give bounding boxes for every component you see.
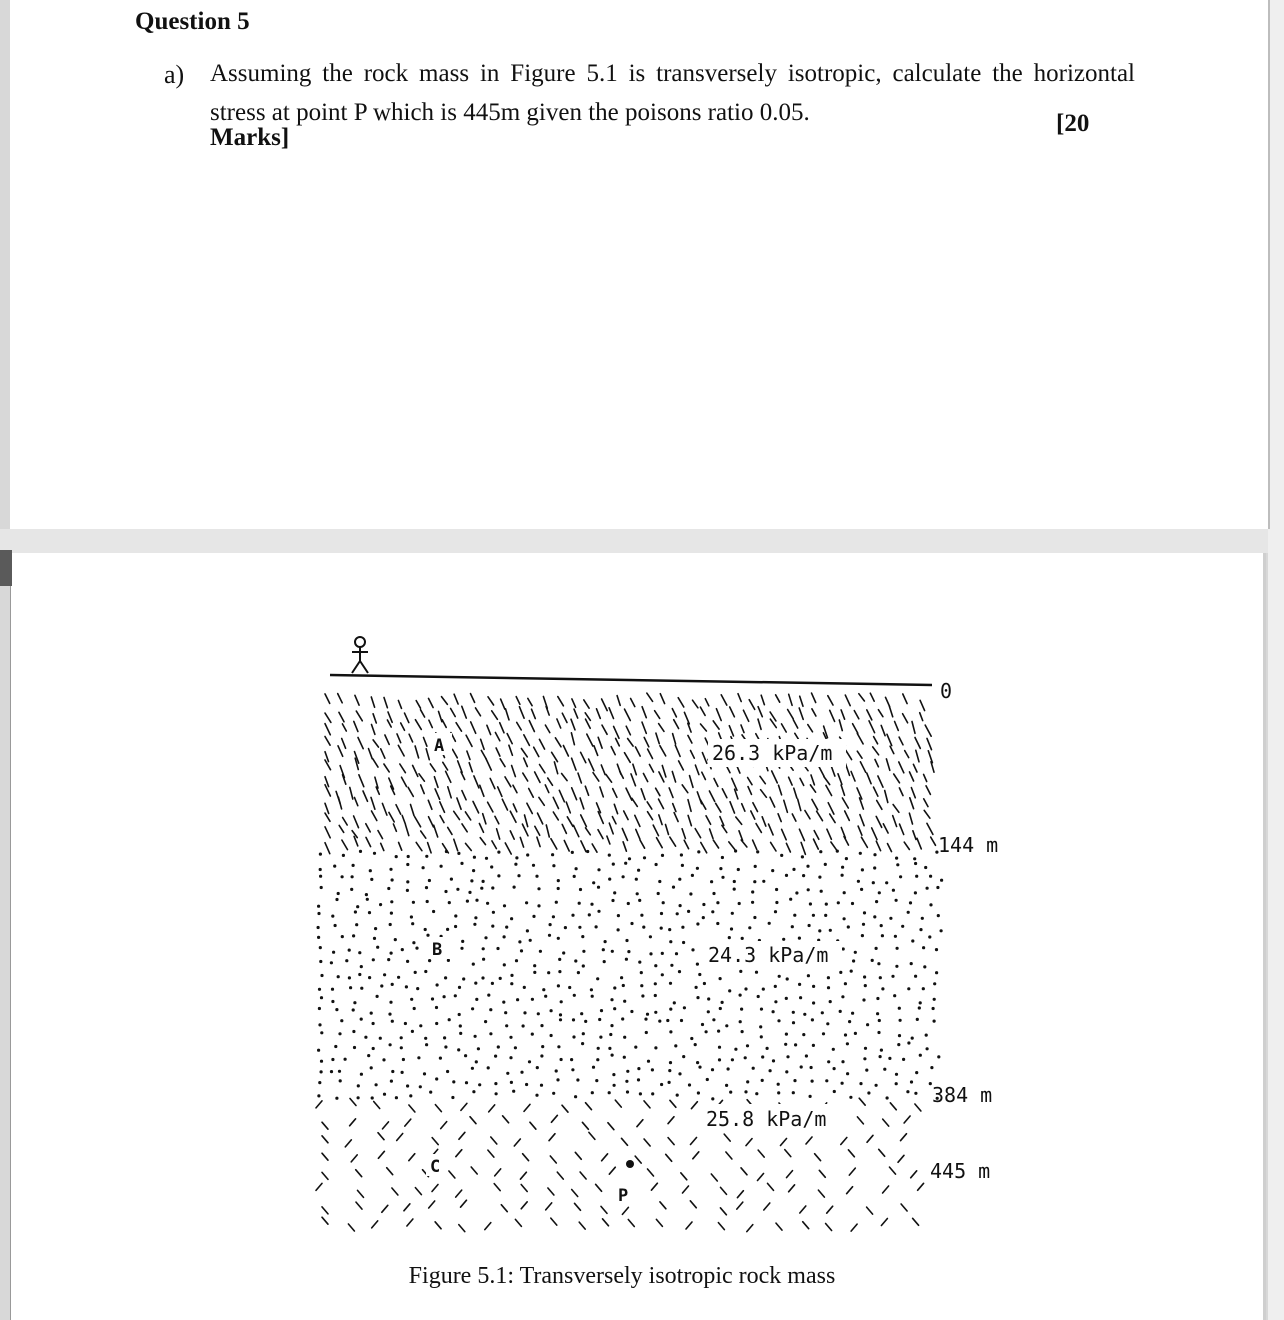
layer-a-unit-weight: 26.3 kPa/m [712,741,833,765]
marks-label-continued: Marks] [210,124,290,151]
part-label: a) [164,60,185,89]
layer-c-unit-weight: 25.8 kPa/m [706,1107,827,1131]
question-text-line-1: Assuming the rock mass in Figure 5.1 is transversely isotropic, calculate the horizontal [210,60,1135,87]
layer-b-unit-weight: 24.3 kPa/m [708,943,829,967]
surface-depth-label: 0 [940,679,953,703]
layer-c-letter: C [430,1157,441,1177]
layer-a-hatch [325,693,936,854]
marks-label: [20 [1056,110,1090,137]
question-title: Question 5 [135,8,250,35]
layer-a-letter: A [434,736,445,756]
question-text-line-2: stress at point P which is 445m given the poisons ratio 0.05. [210,99,810,126]
layer-b-dots [317,849,944,1100]
right-margin-strip [1268,0,1284,1320]
page-gap [0,529,1284,553]
layer-a-bottom-depth: 144 m [938,833,999,857]
figure-caption-text: Figure 5.1: Transversely isotropic rock mass [408,1263,836,1289]
question-page [10,0,1270,529]
rock-mass-figure [0,553,1262,1253]
point-p-letter: P [618,1186,629,1206]
layer-b-bottom-depth: 384 m [932,1083,993,1107]
point-p-marker [626,1160,634,1168]
layer-b-letter: B [432,940,443,960]
person-icon [352,637,368,673]
figure-caption [0,1263,1264,1290]
ground-surface-line [330,675,932,685]
point-p-depth: 445 m [930,1159,991,1183]
